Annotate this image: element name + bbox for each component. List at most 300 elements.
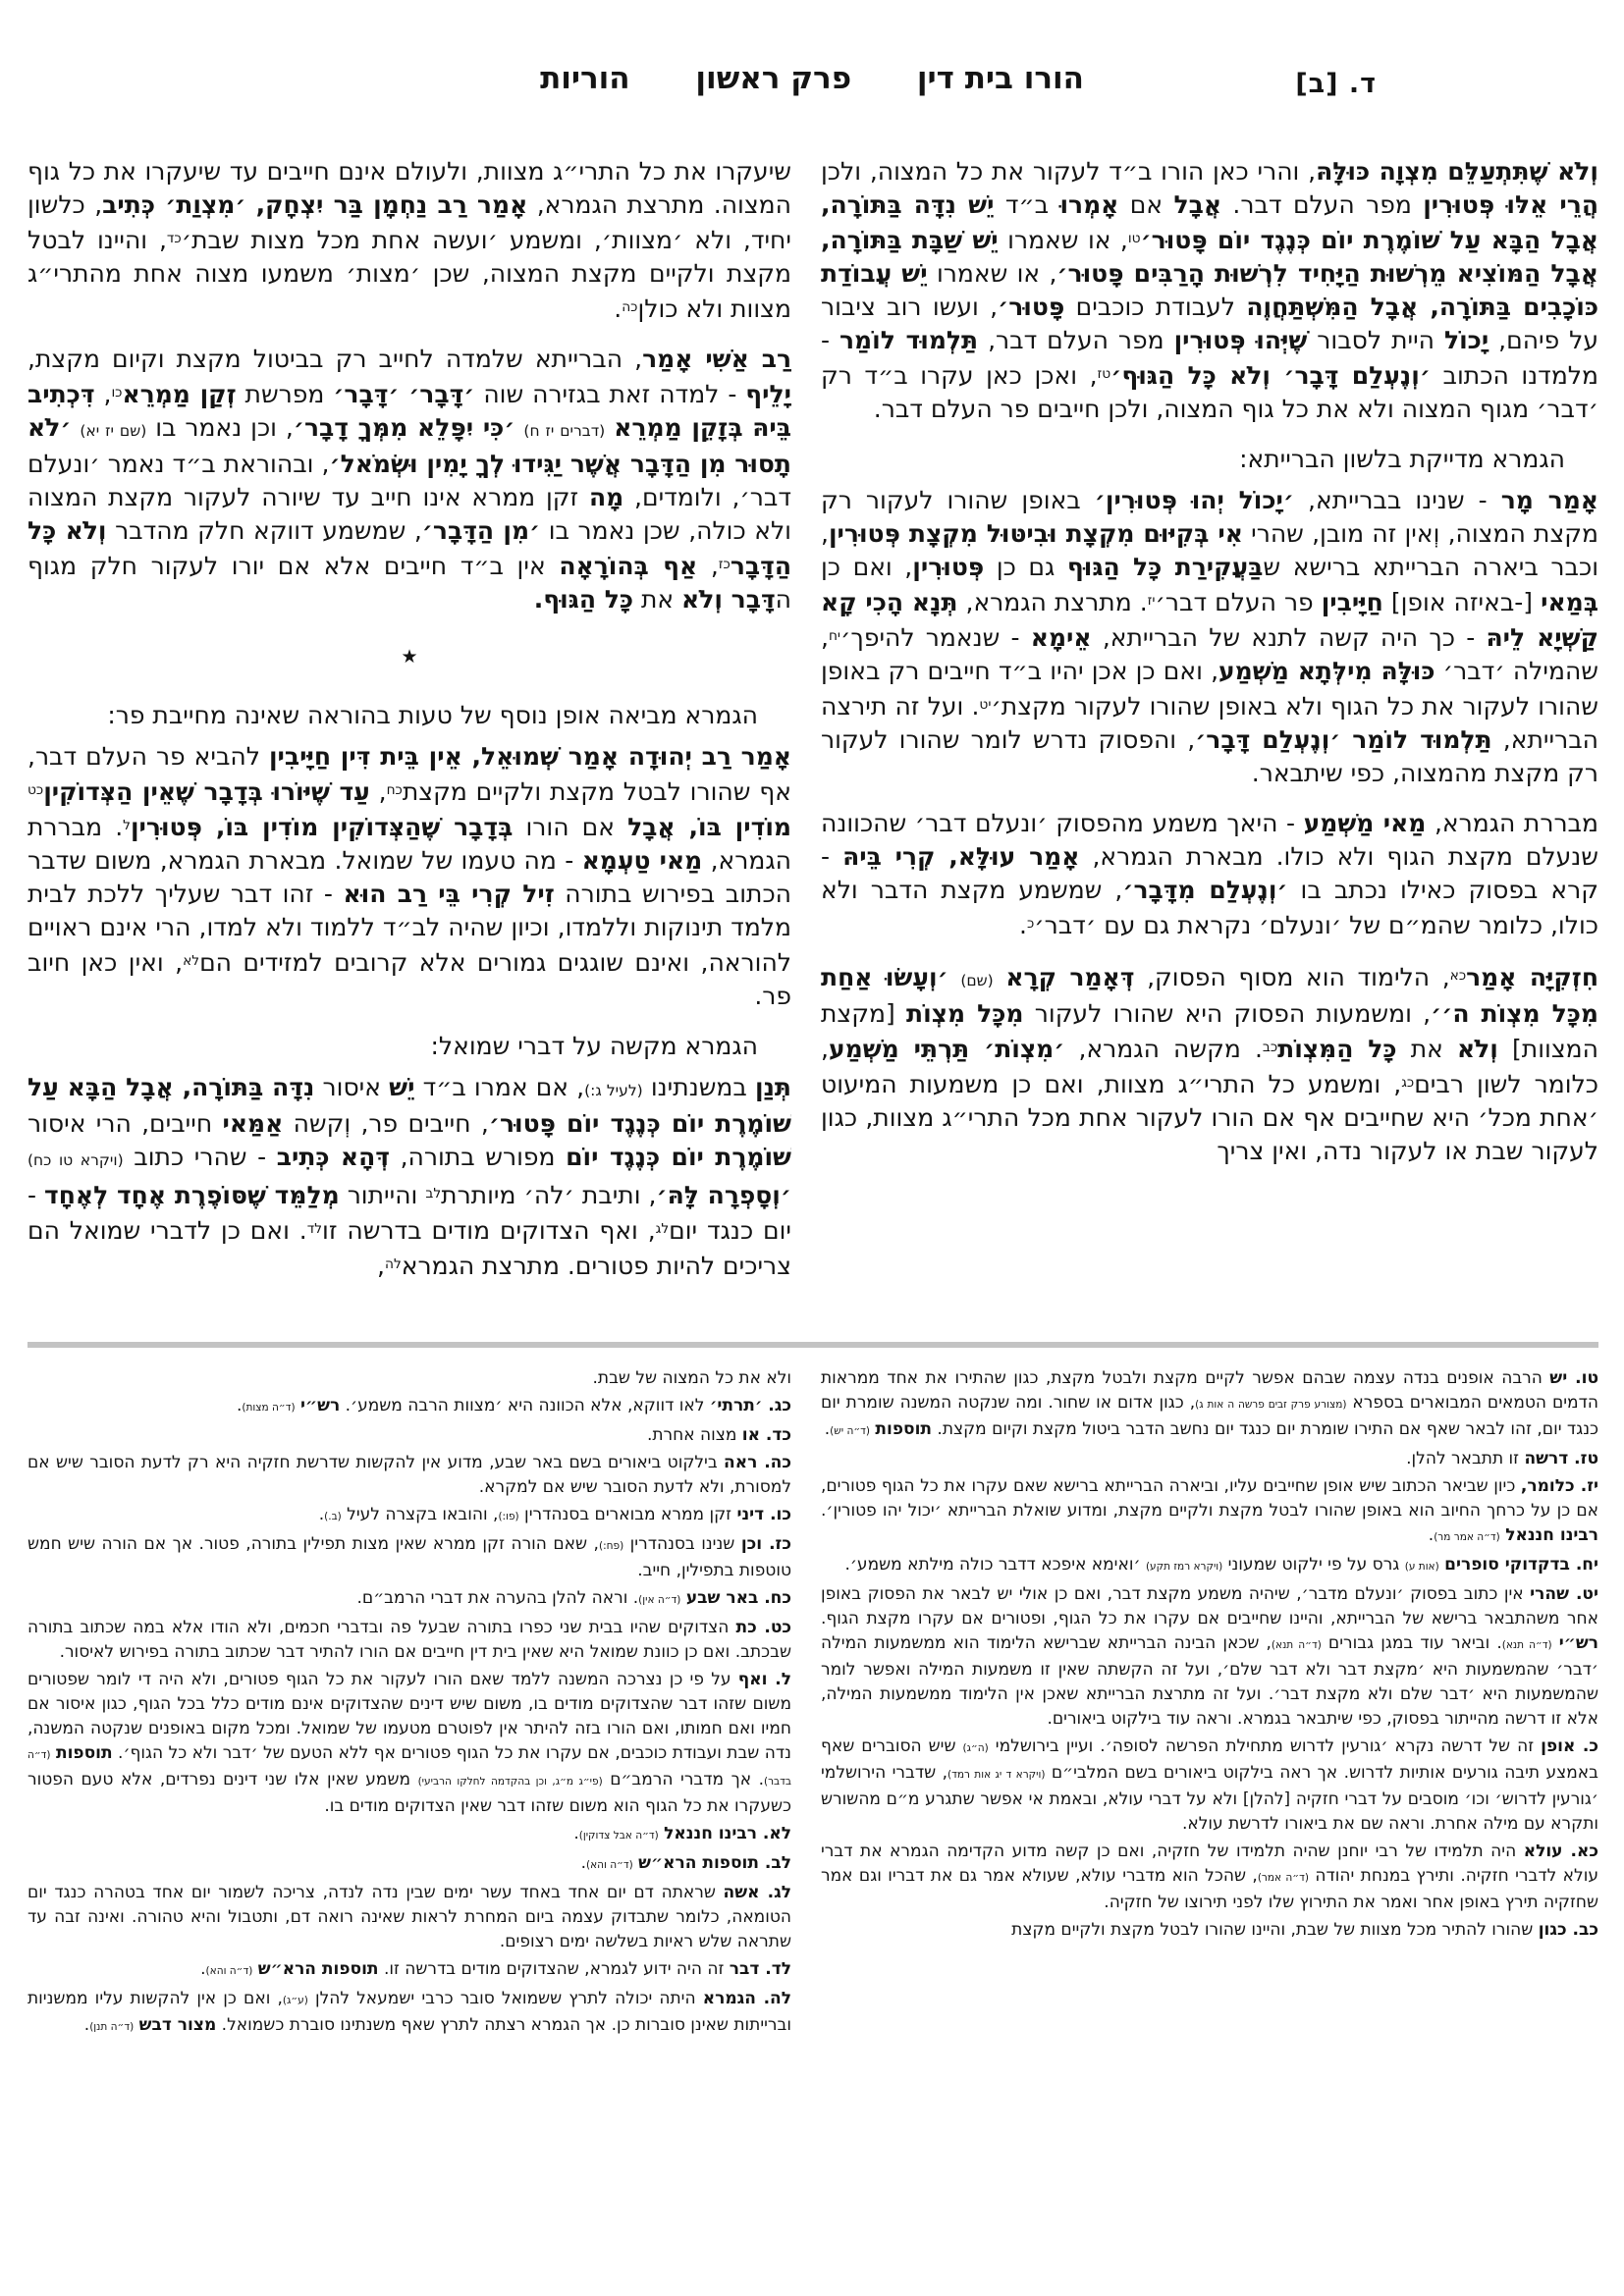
source-ref: (אות ע) (1404, 1561, 1439, 1573)
source-ref: (מצורע פרק זבים פרשה ה אות ג) (1195, 1399, 1347, 1411)
text-run: לאו דווקא, אלא הכוונה היא ׳מצוות הרבה משמע׳. (340, 1396, 710, 1415)
bold-run: מוֹדִין בּוֹ, אֲבָל (627, 813, 791, 841)
text-run: אין כתוב בפסוק ׳ונעלם מדבר׳, שיהיה משמע מקצת דבר, ואם כן אולי יש לבאר את הפסוק באופן אחר משהתבאר ברישא של הברייתא, והיינו שחייבים אם עקרו את כל הגוף, ופטורים אם עקרו מקצת הגוף. (821, 1584, 1598, 1629)
text-run: - מלמדנו הכתוב (821, 326, 1598, 390)
bold-run: כא. עולא (1523, 1842, 1598, 1861)
text-run: . מבררת הגמרא, (27, 813, 791, 875)
source-ref: (ד״ה אין) (638, 1594, 681, 1606)
text-run: , חייבים פר, וְקשה (283, 1109, 489, 1138)
text-run: זקן ממרא מבוארים בסנהדרין (518, 1505, 737, 1524)
source-ref: (ד״ה בדבר) (27, 1749, 791, 1788)
text-run: מבררת הגמרא, (1426, 809, 1598, 837)
section-heading (821, 443, 1598, 476)
text-run: - זהו דבר שעליך ללכת לבית מלמד תינוקות וללמדו, וכיון שהיה לב״ד ללמוד ולא למדו, הרי אינם ראויים להוראה, ואינם שוגגים גמורים אלא קרובים למזידים הם (27, 880, 791, 977)
main-paragraph (27, 1071, 791, 1283)
text-run (948, 963, 961, 991)
main-paragraph (821, 959, 1598, 1168)
text-run: - קרא בפסוק כאילו נכתב בו (821, 842, 1598, 904)
text-run: ולא את כל המצוה של שבת. (592, 1368, 791, 1388)
header-chapter-name: הורו בית דין (916, 61, 1084, 96)
footnote-ref: לב (425, 1186, 442, 1201)
bold-run: דְּאָמַר קְרָא (1005, 963, 1135, 991)
bold-run: עַד שֶׁיּוֹרוּ בְּדָבָר שֶׁאֵין הַצְּדוֹקִין (43, 777, 370, 806)
text-run: , וכן נאמר בו (146, 413, 294, 442)
text-run: מפר העלם דבר. (1221, 190, 1424, 219)
text-run: , שהכל הוא מדברי עולא, שעולא אמר גם את דבריו וגם אמר שחזקיה תירץ באופן אחר ואמר את התירוץ שלו לפני תירוצו של חזקיה. (821, 1866, 1598, 1912)
bold-run: ׳וְסָפְרָה לָּהּ׳ (656, 1181, 791, 1209)
bold-run: מִכָּל מִצְוֹת (906, 999, 1024, 1028)
footnote-ref: כח (386, 782, 403, 798)
text-run: , הברייתא שלמדה לחייב רק בביטול מקצת וקיום מקצת, (27, 345, 643, 373)
text-run: . (1019, 911, 1027, 939)
bold-run: תְּנָא הָכִי קָא קַשְׁיָא לֵיהּ (821, 588, 1598, 652)
footnote-ref: טו (1127, 231, 1141, 246)
source-ref: (ד״ה מצות) (242, 1402, 296, 1414)
footnote-ref: כה (622, 299, 638, 315)
text-run: . ואם כן לדברי שמואל הם צריכים להיות פטורים. מתרצת הגמרא (27, 1216, 791, 1280)
text-run: [מקצת המצוות] (821, 999, 1598, 1063)
bold-run: יֵשׁ נִדָּה בַּתּוֹרָה, אֲבָל הַבָּא עַל שׁוֹמֶרֶת יוֹם כְּנֶגֶד יוֹם פָּטוּר׳ (821, 190, 1598, 254)
source-ref: (ד״ה יש) (830, 1425, 870, 1437)
text-run: - שנאמר להיפך׳ (840, 623, 1031, 652)
text-run: פר העלם דבר׳ (1155, 588, 1322, 616)
text-run: , או שאמרו (927, 259, 1057, 288)
footnote-ref: כט (27, 782, 44, 798)
text-run: ב״ד (994, 190, 1060, 219)
bold-run: וְלֹא (1456, 1035, 1498, 1063)
text-run: זו תתבאר להלן. (1406, 1449, 1525, 1468)
bold-run: שׁוֹמֶרֶת יוֹם כְּנֶגֶד יוֹם (566, 1143, 791, 1171)
daf-marker: ד. [ב] (1295, 69, 1377, 99)
text-run (1552, 1633, 1559, 1653)
bold-run: נִדָּה בַּתּוֹרָה, אֲבָל הַבָּא עַל שׁוֹמֶרֶת יוֹם כְּנֶגֶד יוֹם פָּטוּר׳ (27, 1073, 791, 1138)
star-separator: ★ (401, 646, 418, 667)
bold-run: ׳מִן הַדָּבָר׳ (421, 516, 541, 545)
header-perek-name: פרק ראשון (695, 61, 852, 96)
bold-run: ׳דָּבָר׳ ׳דָּבָר׳ (333, 380, 475, 408)
main-column-left (27, 155, 791, 1335)
text-run: , ואם כן אכן יהיו ב״ד חייבים רק באופן שהורו לעקור את כל הגוף ולא באופן שהורו לעקור מקצת׳ (821, 657, 1598, 721)
bold-run: וְלֹא שֶׁתִּתְעַלֵּם מִצְוָה כּוּלָּהּ (1316, 157, 1598, 186)
bold-run: פְּטוּרִין (912, 553, 985, 581)
bold-run: רבינו חננאל (1505, 1525, 1598, 1545)
bold-run: רש״י (300, 1396, 341, 1415)
text-run: . (614, 294, 623, 323)
bold-run: דָּבָר וְלֹא (681, 585, 776, 614)
bold-run: אִי בְּקִיּוּם מִקְצָת וּבִיטּוּל מִקְצָת פְּטוּרִין (828, 519, 1243, 548)
bold-run: אָמַר רַב יְהוּדָה אָמַר שְׁמוּאֵל, אֵין בֵּית דִּין חַיָּיבִין (268, 742, 791, 771)
text-run: משמע שאין אלו שני דינים נפרדים, אלא טעם הפטור כשעקרו את כל הגוף הוא משום שזהו דבר שאין הצדוקים מודים בו. (27, 1770, 791, 1816)
bold-run: כָּל הַמִּצְוֹת (1277, 1035, 1397, 1063)
text-run: . ועל זה תירצה הברייתא, (821, 692, 1598, 754)
bold-run: כג. ׳תרתי׳ (709, 1396, 791, 1415)
bold-run: יז. כלומר, (1520, 1476, 1598, 1496)
bold-run: שֶׁיְּהוּ פְּטוּרִין (1173, 326, 1308, 354)
text-run: הצדוקים שהיו בבית שני כפרו בתורה שבעל פה ובדברי חכמים, ולא הודו אלא במה שכתוב בתורה שבכתב. ואם כן כוונת שמואל היא שאין בית דין חייבים אם הורו להתיר דבר שכתוב בתורה בפירוש לאיסור. (27, 1618, 791, 1662)
text-run: - מה טעמו של שמואל. מבארת הגמרא, משום שדבר הכתוב בפירוש בתורה (27, 846, 791, 908)
footnote-ref: יז (1147, 593, 1156, 609)
text-run: , ובהוראת ב״ד נאמר ׳ונעלם דבר׳, ולומדים, (27, 450, 791, 511)
main-paragraph (27, 740, 791, 1013)
footnote (27, 1423, 791, 1448)
section-heading (27, 699, 791, 732)
bold-run: תוספות (55, 1743, 113, 1763)
bold-run: טו. יש (1549, 1368, 1598, 1388)
bold-run: תוספות הרא״ש (257, 1959, 379, 1979)
footnote (821, 1366, 1598, 1444)
footnote (821, 1447, 1598, 1471)
text-run: , ותיבת ׳לה׳ מיותרת (441, 1181, 657, 1209)
bold-run: רַב אַשִׁי אָמַר (642, 345, 791, 373)
bold-run: כָּל הַגּוּף. (533, 585, 633, 614)
footnote-ref: יט (979, 697, 992, 713)
footnote (821, 1553, 1598, 1579)
text-run: והייתור (339, 1181, 426, 1209)
text-run: . (1428, 1525, 1435, 1545)
text-run: , ואין כאן חיוב פר. (27, 948, 791, 1010)
bold-run: יָכוֹל (1443, 326, 1489, 354)
main-paragraph (821, 807, 1598, 942)
footnote (27, 1394, 791, 1420)
bold-run: תַּלְמוּד לוֹמַר ׳וְנֶעְלַם דָּבָר׳ (1195, 725, 1492, 754)
text-run: גרס על פי ילקוט שמעוני (1222, 1555, 1405, 1575)
text-run: , (697, 552, 719, 580)
footnote-ref: כ (1026, 916, 1035, 932)
text-run: מפורש בתורה, (390, 1143, 567, 1171)
source-ref: (ב.) (324, 1511, 342, 1522)
main-paragraph (27, 155, 791, 326)
bold-run: תוספות (875, 1419, 933, 1439)
source-ref: (ויקרא ד יג אות רמד) (947, 1769, 1046, 1781)
text-run: הגמרא מביאה אופן נוסף של טעות בהוראה שאינה מחייבת פר: (107, 701, 758, 729)
text-run: היה תלמידו של רבי יוחנן שהיה תלמידו של חזקיה, ואם כן קשה מדוע הקדימה הגמרא את דברי עולא לדברי חזקיה. ותירץ במנחת יהודה (821, 1842, 1598, 1886)
text-run: ׳ואימא איפכא דדבר כולה מילתא משמע׳. (844, 1555, 1146, 1575)
source-ref: (ד״ה והא) (205, 1965, 253, 1977)
footnotes-column-left (27, 1366, 791, 2285)
text-run: , (369, 777, 387, 806)
text-run: , שדברי הירושלמי ׳גורעין לדרוש׳ וכו׳ מוסבים על דברי חזקיה [להלן] ולא על דברי עולא, ובאמת אי אפשר שתגרע מ״ם מהשורש ותקרא עם מילה אחרת. וראה שם את ביאורו לדרשת עולא. (821, 1763, 1598, 1834)
text-run: איסור (314, 1073, 390, 1101)
footnote (27, 1532, 791, 1583)
source-ref: (ד״ה תנן) (89, 2021, 135, 2033)
text-run: גם כן (984, 553, 1067, 581)
text-run: . (824, 1419, 831, 1439)
bold-run: אָמַר עוּלָּא, קְרִי בֵּיהּ (842, 842, 1080, 871)
source-ref: (ד״ה אבל צדוקין) (578, 1830, 659, 1842)
text-run: , ואכן כאן עקרו ב״ד רק ׳דבר׳ מגוף המצוה ולא את כל גוף המצוה, ולכן חייבים פר העלם דבר. (821, 361, 1598, 423)
bold-run: אָמְרוּ (1059, 190, 1119, 219)
bold-run: מְלַמֵּד שֶׁסּוֹפֶרֶת אֶחָד לְאֶחָד (44, 1181, 340, 1209)
source-ref: (ד״ה תנא) (1501, 1639, 1552, 1651)
text-run: . (318, 1505, 325, 1524)
text-run: הגמרא מקשה על דברי שמואל: (430, 1032, 758, 1060)
text-run: שיעקרו את כל התרי״ג מצוות, ולעולם אינם חייבים עד שיעקרו את כל גוף המצוה. מתרצת הגמרא, (27, 157, 791, 219)
footnote (27, 1616, 791, 1665)
footnote (821, 1840, 1598, 1915)
bold-run: דְּהָא כְּתִיב (276, 1143, 391, 1171)
bold-run: לג. אשה (723, 1883, 791, 1902)
bold-run: ׳וְנֶעְלַם מִדָּבָר׳ (1122, 876, 1288, 904)
footnote (27, 1851, 791, 1878)
text-run: . (200, 1959, 206, 1979)
footnotes-divider (27, 1342, 1598, 1348)
bold-run: ל. ואף (737, 1670, 791, 1689)
main-paragraph (27, 343, 791, 616)
text-run: שיש הסוברים שאף באמצע תיבה גורעים אותיות לדרוש. אך ראה בילקוט ביאורים בשם המלבי״ם (821, 1736, 1598, 1783)
bold-run: בְּמַאי (1541, 588, 1598, 616)
text-run: . (580, 1853, 586, 1873)
bold-run: אֵימָא (1030, 623, 1092, 652)
text-run: , והובאו בקצרה לעיל (341, 1505, 499, 1524)
bold-run: כו. דיני (736, 1505, 791, 1524)
bold-run: כד. או (741, 1425, 791, 1445)
source-ref: (ד״ה והא) (585, 1859, 633, 1871)
text-run: , או שאמרו (998, 226, 1128, 254)
footnote-ref: כא (1449, 968, 1467, 984)
text-run: את (1396, 1035, 1457, 1063)
bold-run: יח. בדקדוקי סופרים (1444, 1555, 1598, 1575)
text-run: [-באיזה אופן] (1382, 588, 1542, 616)
footnote-ref: כג (1401, 1075, 1415, 1091)
bold-run: יֵשׁ עֲבוֹדַת כּוֹכָבִים בַּתּוֹרָה, אֲבָל הַמִּשְׁתַּחֲוֶה (821, 259, 1598, 321)
bold-run: בְּדָבָר שֶׁהַצְּדוֹקִין מוֹדִין בּוֹ, פְּטוּרִין (130, 813, 514, 841)
bold-run: תַּלְמוּד לוֹמַר (839, 326, 979, 354)
text-run: אם (1118, 190, 1174, 219)
bold-run: לא. רבינו חננאל (664, 1824, 791, 1843)
footnote (821, 1735, 1598, 1837)
text-run: , כגון אדום או שחור. ומה שנקטה המשנה שומרת יום כנגד יום, זהו לבאר שאף אם התירו שומרת יום כנגד יום נחשב הדבר ביטול מקצת וקיום מקצת. (821, 1393, 1598, 1439)
bold-run: לה. הגמרא (702, 1989, 791, 2008)
text-run: חייבים, הרי איסור (27, 1109, 223, 1138)
bold-run: מַאי מַשְׁמַע (1303, 809, 1427, 837)
bold-run: לד. דבר (729, 1959, 791, 1979)
text-run: על פי כן נצרכה המשנה ללמד שאם הורו לעקור את כל הגוף פטורים, ולא היה די לומר שפטורים משום שזהו דבר שהצדוקים מודים בו, משום שיש דינים שהצדוקים אינם מודים כלל בכל הגוף, כגון איסור אם חמיו ואם חמותו, ואם הורו בזה להיתר אין לפוטרם מטעמו של שמואל. ומכל מקום באופנים שנקטה המשנה, נדה שבת ועבודת כוכבים, אם עקרו את כל הגוף פטורים אף ללא הטעם של ׳דבר ולא כל הגוף׳. (27, 1670, 791, 1763)
bold-run: חַיָּיבִין (1321, 588, 1383, 616)
text-run: לעבודת כוכבים (1064, 293, 1247, 321)
text-run: , וכבר ביארה הברייתא ברישא ש (821, 519, 1598, 581)
bold-run: ׳כִּי יִפָּלֵא מִמְּךָ דָבָר׳ (293, 413, 515, 442)
bold-run: רש״י (1558, 1633, 1598, 1653)
bold-run: מָה (588, 483, 624, 511)
bold-run: יֵשׁ שַׁבָּת בַּתּוֹרָה, אֲבָל הַמּוֹצִיא מֵרְשׁוּת הַיָּחִיד לִרְשׁוּת הָרַבִּים פָּטוּר׳ (821, 226, 1598, 288)
bold-run: זִיל קְרִי בֵּי רַב הוּא (343, 880, 555, 908)
text-run: , שמשמע מקצת הדבר ולא כולו, כלומר שהמ״ם של ׳ונעלם׳ נקראת גם עם ׳דבר׳ (821, 876, 1598, 939)
text-run: , שהמילה ׳דבר׳ (821, 623, 1598, 685)
text-run: - כך היה קשה לתנא של הברייתא, (1091, 623, 1487, 652)
text-run: שהורו להתיר מכל מצוות של שבת, והיינו שהורו לבטל מקצת ולקיים מקצת (1011, 1920, 1539, 1940)
bold-run: דִּכְתִיב בֵּיהּ בְּזָקֵן מַמְרֵא (27, 380, 791, 442)
text-run: זה היה ידוע לגמרא, שהצדוקים מודים בדרשה זו. (378, 1959, 730, 1979)
text-run: . אך מדברי הרמב״ם (602, 1770, 764, 1789)
text-run: את (633, 585, 682, 614)
source-ref: (ויקרא רמז תקע) (1145, 1561, 1223, 1573)
footnote (27, 1451, 791, 1500)
text-run: , כלשון יחיד, ולא ׳מצוות׳, ומשמע ׳ועשה אחת מכל מצות שבת׳ (27, 190, 791, 254)
text-run: כיון שביאר הכתוב שיש אופן שחייבים עליו, וביארה הברייתא ברישא שאם עקרו את כל הגוף פטורים, אם כן על כרחך החיוב הוא באופן שהורו לבטל מקצת ולקיים מקצת, ומדוע שואלת הברייתא ׳יכול יהו פטורין׳. (821, 1476, 1598, 1521)
footnote (821, 1918, 1598, 1943)
bold-run: הֲרֵי אֵלּוּ פְּטוּרִין (1423, 190, 1598, 219)
text-run: , שכאן הבינה הברייתא שברישא הלימוד הוא ממשמעות המילה ׳דבר׳ שהמשמעות היא ׳מקצת דבר ולא דבר שלם׳, ועל זה הקשתה שאין זו משמעות המילה ואפשר לומר שהמשמעות היא ׳דבר שלם ולא מקצת דבר׳. ועל זה מתרצת הברייתא שאכן אין הלימוד ממשמעות המילה, אלא זו דרשה מהייתור בפסוק, כפי שיתבאר בגמרא. וראה עוד בילקוט ביאורים. (821, 1633, 1598, 1729)
bold-run: אָמַר רַב נַחְמָן בַּר יִצְחָק, ׳מִצְוַת׳ כְּתִיב (102, 190, 528, 219)
footnote-ref: כד (166, 231, 182, 246)
source-ref: (ויקרא טו כח) (27, 1151, 124, 1169)
bold-run: תְּנַן (755, 1073, 791, 1101)
text-run: היית לסבור (1307, 326, 1444, 354)
bold-run: כט. כת (735, 1618, 791, 1637)
bold-run: אֲבָל (1173, 190, 1222, 219)
bold-run: זְקַן מַמְרֵא (122, 380, 237, 408)
text-run: , שאם הורה זקן ממרא שאין מצות תפילין בתורה, פטור. אך אם הורה שיש חמש טוטפות בתפילין, חייב. (27, 1534, 791, 1580)
source-ref: (ד״ה אמר מר) (1434, 1531, 1500, 1543)
text-run: . (573, 1824, 579, 1843)
footnote-ref: לד (306, 1221, 323, 1237)
footnote (27, 1822, 791, 1848)
text-run: , ואם כן אין להקשות עליו ממשניות וברייתות שאינן סוברות כן. אך הגמרא רצתה לתרץ שאף משנתינו סוברת כשמואל. (27, 1989, 791, 2035)
footnotes-column-right (821, 1366, 1598, 2285)
bold-run: כב. כגון (1538, 1920, 1598, 1940)
text-run: , שמשמע דווקא חלק מהדבר (106, 516, 422, 545)
bold-run: טז. דרשה (1524, 1449, 1598, 1468)
text-run: מפרשת (236, 380, 334, 408)
footnote (27, 1668, 791, 1819)
section-heading (27, 1030, 791, 1063)
text-run: - היאך משמע מהפסוק ׳ונעלם דבר׳ שהכוונה שנעלם מקצת הגוף ולא כולו. מבארת הגמרא, (821, 809, 1598, 871)
text-run: . וביאר עוד במגן גבורים (1321, 1633, 1502, 1653)
text-run: - שהרי כתוב (123, 1143, 277, 1171)
text-run: אם הורו (513, 813, 628, 841)
text-run: באופן שהורו לעקור רק מקצת המצוה, וְאין זה מובן, שהרי (821, 486, 1598, 548)
footnote (27, 1586, 791, 1613)
text-run: , אם אמרו ב״ד (414, 1073, 585, 1101)
bold-run: לב. תוספות הרא״ש (638, 1853, 791, 1873)
bold-run: אַמַּאי (222, 1109, 284, 1138)
text-run (994, 963, 1006, 991)
footnote (27, 1503, 791, 1529)
source-ref: (דברים יז ח) (523, 422, 606, 440)
bold-run: יט. שהרי (1530, 1584, 1598, 1604)
text-run (605, 413, 614, 442)
bold-run: כ. אופן (1541, 1736, 1598, 1756)
text-run: הרבה אופנים בנדה עצמה שבהם אפשר לקיים מקצת ולבטל מקצת, כגון שהתירו את אחד ממראות הדמים הטמאים המבוארים בספרא (821, 1368, 1598, 1413)
bold-run: ׳לֹא תָסוּר מִן הַדָּבָר אֲשֶׁר יַגִּידוּ לְךָ יָמִין וּשְׂמֹאל׳ (27, 413, 791, 478)
text-run: - שנינו בברייתא, (1293, 486, 1501, 514)
bold-run: ׳מִצְוֹת׳ תַּרְתֵּי מַשְׁמַע (828, 1035, 1065, 1063)
main-column-right (821, 155, 1598, 1335)
bold-run: כז. וכן (740, 1534, 791, 1554)
footnote-ref: כו (111, 385, 123, 400)
text-run: זקן ממרא אינו חייב עד שיורה לעקור מקצת המצוה ולא כולה, שכן נאמר בו (27, 483, 791, 545)
text-run: - יום כנגד יום (27, 1181, 791, 1245)
bold-run: חִזְקִיָּה אָמַר (1466, 963, 1598, 991)
source-ref: (פח:) (598, 1540, 624, 1552)
text-run: במשנתינו (642, 1073, 756, 1101)
footnote (27, 1881, 791, 1954)
page-header (0, 61, 1624, 96)
bold-run: ׳יָכוֹל יְהוּ פְּטוּרִין׳ (1094, 486, 1294, 514)
text-run: אין ב״ד חייבים אלא אם יורו לעקור חלק מגוף ה (27, 552, 791, 614)
bold-run: יֵשׁ (389, 1073, 415, 1101)
source-ref: (ד״ה תנא) (1271, 1639, 1322, 1651)
bold-run: בַּעֲקִירַת כָּל הַגּוּף (1066, 553, 1264, 581)
footnote-ref: ל (123, 818, 131, 833)
footnote-ref: לג (655, 1221, 670, 1237)
source-ref: (פי״ג מ״ג, וכן בהקדמה לחלקו הרביעי) (417, 1776, 603, 1788)
footnote-ref: טז (1097, 366, 1111, 382)
bold-run: פָּטוּר׳ (998, 293, 1065, 321)
footnote (27, 1957, 791, 1984)
bold-run: אַף בְּהוֹרָאָה (559, 552, 698, 580)
footnote-ref: לא (183, 953, 200, 969)
text-run: שנינו בסנהדרין (623, 1534, 741, 1554)
bold-run: מצור דבש (138, 2015, 217, 2035)
footnote-ref: כז (718, 557, 731, 572)
footnote (821, 1582, 1598, 1732)
bold-run: וְלֹא כָּל הַדָּבָר (27, 516, 791, 580)
text-run: , כלומר לשון רבים (821, 1035, 1598, 1098)
footnote-ref: כב (1262, 1040, 1278, 1055)
footnote-ref: יח (828, 628, 841, 644)
source-ref: (ע״ג) (282, 1995, 308, 2006)
header-masechet-name: הוריות (540, 61, 630, 96)
text-run: , ואף הצדוקים מודים בדרשה זו (322, 1216, 656, 1245)
bold-run: אָמַר מָר (1500, 486, 1598, 514)
text-run: , והפסוק נדרש לומר שהורו לעקור רק מקצת מהמצוה, כפי שיתבאר. (821, 725, 1598, 787)
footnote-ref: לה (384, 1256, 402, 1272)
text-run: . מתרצת הגמרא, (957, 588, 1148, 616)
source-ref: (ה״ג) (962, 1742, 989, 1754)
source-ref: (פו:) (498, 1511, 519, 1522)
bold-run: יָלֵיף (745, 380, 791, 408)
text-run: . וראה להלן בהערה את דברי הרמב״ם. (356, 1588, 639, 1608)
text-run: , הלימוד הוא מסוף הפסוק, (1134, 963, 1450, 991)
bold-run: מַאי טַעְמָא (581, 846, 703, 875)
text-run: , והיינו לבטל מקצת ולקיים מקצת המצוה, שכן ׳מצות׳ משמעו מצוה אחת מהתרי״ג מצוות ולא כולן (27, 226, 791, 323)
text-run: , ועשו רוב ציבור על פיהם, (821, 293, 1598, 354)
text-run: . (83, 2015, 90, 2035)
text-run: , ומשמעות הפסוק היא שהורו לעקור (1023, 999, 1432, 1028)
bold-run: ׳וְעָשׂוּ אַחַת מִכָּל מִצְוֹת ה׳׳ (821, 963, 1598, 1028)
text-run: , ומשמע כל התרי״ג מצוות, ואם כן משמעות המיעוט ׳אחת מכל׳ היא שחייבים אף אם הורו לעקור אחת מכל התרי״ג מצוות, כגון לעקור שבת או לעקור נדה, ואין צריך (821, 1070, 1598, 1165)
footnote (821, 1474, 1598, 1550)
text-run: , (94, 380, 112, 408)
text-run: מצוה אחרת. (646, 1425, 742, 1445)
bold-run: כח. באר שבע (685, 1588, 791, 1608)
text-run: שראתה דם יום אחד באחד עשר ימים שבין נדה לנדה, צריכה לשמור יום אחד בטהרה כנגד יום הטומאה, כלומר שתבדוק עצמה ביום המחרת לראות שאינה רואה דם, ותטבול והיא טהורה. ואינה זבה עד שתראה שלש ראיות בשלשה ימים רצופים. (27, 1883, 791, 1951)
text-run: בילקוט ביאורים בשם באר שבע, מדוע אין להקשות שדרשת חזקיה היא רק לדעת הסובר שיש אם למסורת, ולא לדעת הסובר שיש אם למקרא. (27, 1453, 791, 1497)
bold-run: ׳וְנֶעְלַם דָּבָר׳ וְלֹא כָּל הַגּוּף׳ (1110, 361, 1431, 390)
bold-run: כּוּלָּהּ מִילְּתָא מַשְׁמַע (1218, 657, 1435, 685)
text-run: היתה יכולה לתרץ ששמואל סובר כרבי ישמעאל להלן (307, 1989, 703, 2008)
text-run: . מקשה הגמרא, (1064, 1035, 1263, 1063)
text-run: הגמרא מדייקת בלשון הברייתא: (1239, 445, 1565, 473)
text-run: , (377, 1252, 385, 1280)
text-run: , והרי כאן הורו ב״ד לעקור את כל המצוה, ולכן (821, 157, 1317, 186)
main-paragraph (821, 484, 1598, 790)
text-run: - למדה זאת בגזירה שוה (474, 380, 746, 408)
text-run: להביא פר העלם דבר, אף שהורו לבטל מקצת ולקיים מקצת (27, 742, 791, 806)
text-run: זה של דרשה נקרא ׳גורעין לדרוש מתחילת הפרשה לסופה׳. ועיין בירושלמי (988, 1736, 1542, 1756)
source-ref: (שם) (960, 972, 994, 989)
source-ref: (שם יז יא) (80, 422, 147, 440)
source-ref: (ד״ה אמר) (1257, 1872, 1309, 1884)
main-paragraph (821, 155, 1598, 426)
text-run: , ואם כן (821, 553, 913, 581)
text-run: . (237, 1396, 243, 1415)
bold-run: כה. ראה (724, 1453, 791, 1472)
footnote (27, 1987, 791, 2040)
footnote (27, 1366, 791, 1391)
source-ref: (לעיל ג:) (584, 1082, 643, 1099)
